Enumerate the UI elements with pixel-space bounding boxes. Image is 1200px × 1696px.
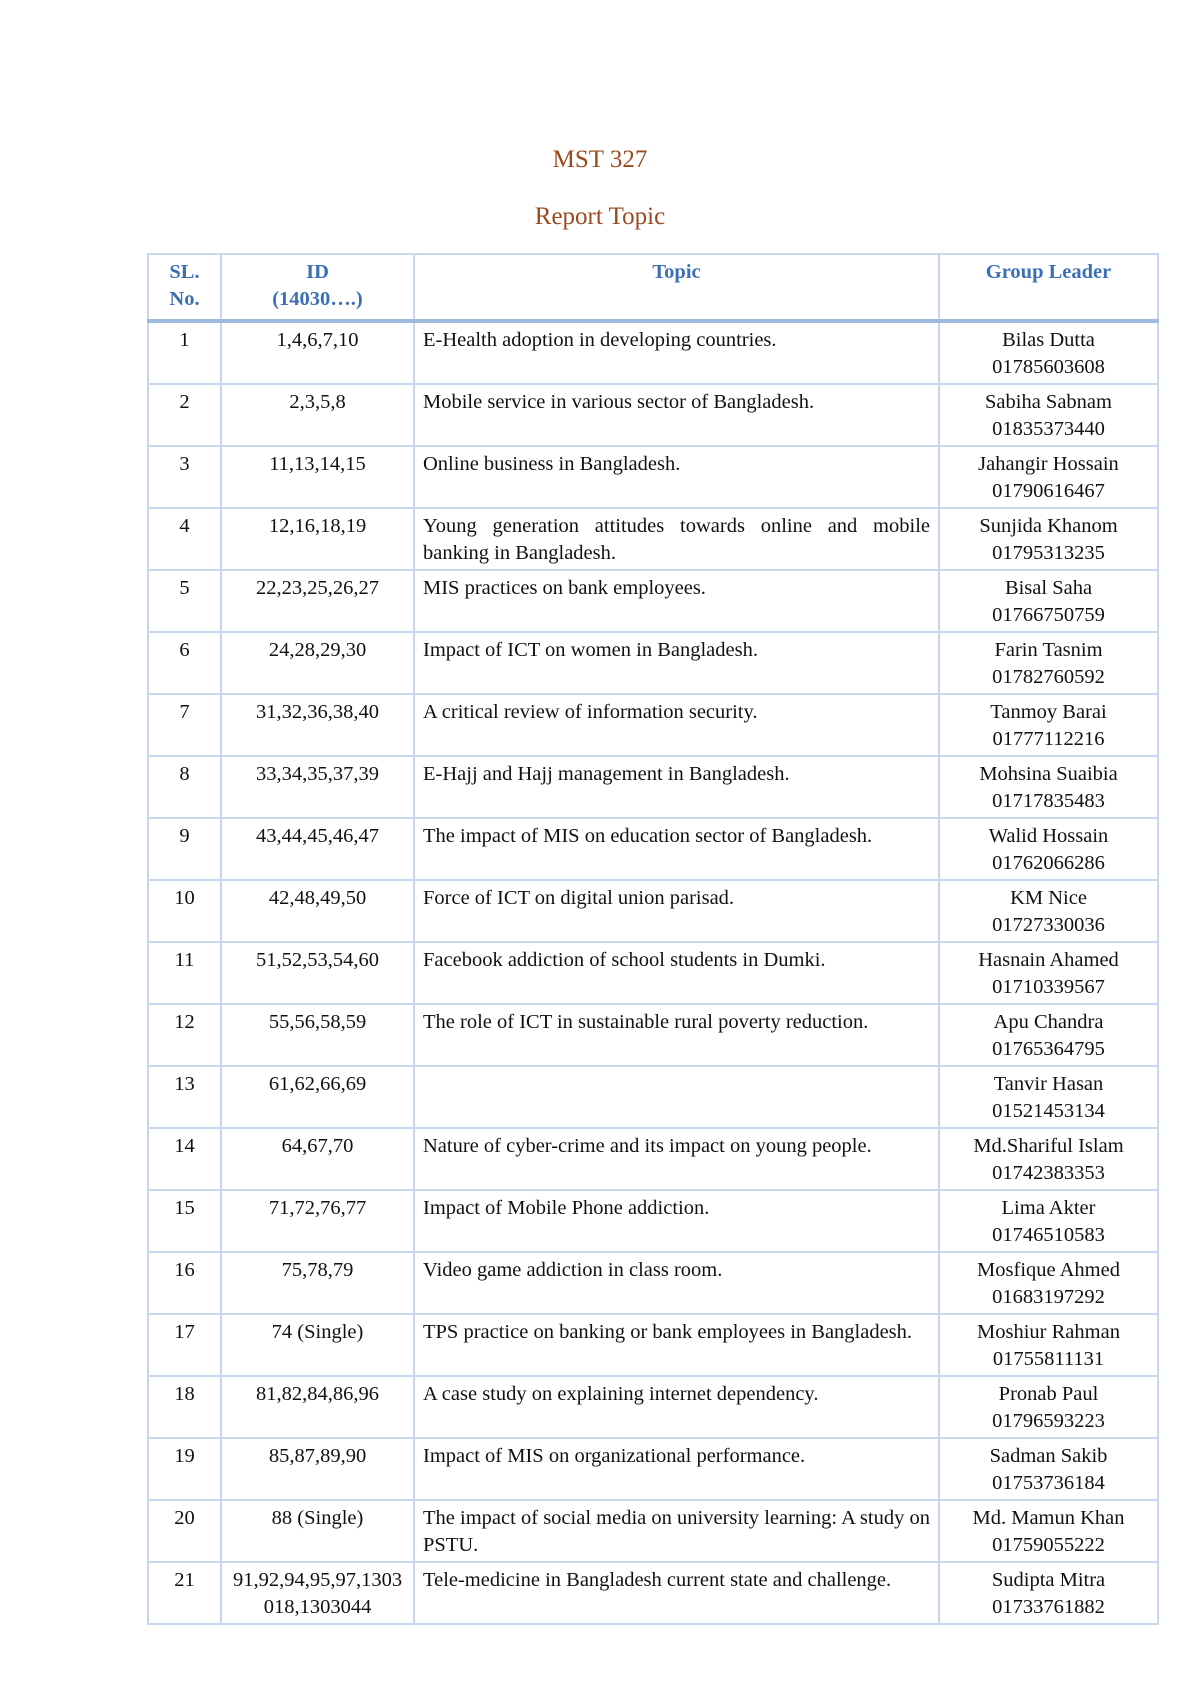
table-row	[148, 942, 1158, 1004]
row-group-leader	[939, 880, 1158, 942]
leader-name: Jahangir Hossain	[978, 453, 1119, 475]
row-group-leader	[939, 1190, 1158, 1252]
leader-phone: 01710339567	[992, 976, 1105, 998]
row-sl-number: 6	[148, 632, 221, 694]
row-topic: TPS practice on banking or bank employees in Bangladesh.	[414, 1314, 939, 1376]
row-sl-number: 5	[148, 570, 221, 632]
row-topic: Young generation attitudes towards online and mobile banking in Bangladesh.	[414, 508, 939, 570]
column-header-sl-line1: SL.	[169, 261, 200, 283]
leader-phone: 01727330036	[992, 914, 1105, 936]
row-sl-number: 13	[148, 1066, 221, 1128]
leader-phone: 01753736184	[992, 1472, 1105, 1494]
row-student-ids: 61,62,66,69	[221, 1066, 414, 1128]
row-topic: Force of ICT on digital union parisad.	[414, 880, 939, 942]
leader-name: Sunjida Khanom	[979, 515, 1118, 537]
leader-phone: 01782760592	[992, 666, 1105, 688]
row-student-ids: 43,44,45,46,47	[221, 818, 414, 880]
row-group-leader	[939, 1252, 1158, 1314]
row-group-leader	[939, 1376, 1158, 1438]
row-student-ids: 31,32,36,38,40	[221, 694, 414, 756]
table-row	[148, 1500, 1158, 1562]
table-row	[148, 694, 1158, 756]
row-sl-number: 19	[148, 1438, 221, 1500]
table-header-row	[148, 254, 1158, 321]
leader-phone: 01683197292	[992, 1286, 1105, 1308]
column-header-id-line2: (14030….)	[272, 288, 363, 310]
row-sl-number: 20	[148, 1500, 221, 1562]
table-row	[148, 1066, 1158, 1128]
leader-phone: 01790616467	[992, 480, 1105, 502]
row-student-ids: 75,78,79	[221, 1252, 414, 1314]
row-group-leader	[939, 446, 1158, 508]
page-title: Report Topic	[534, 203, 666, 230]
row-group-leader	[939, 942, 1158, 1004]
row-group-leader	[939, 632, 1158, 694]
row-group-leader	[939, 1004, 1158, 1066]
leader-name: Bisal Saha	[1004, 577, 1093, 599]
row-topic: The impact of MIS on education sector of Bangladesh.	[414, 818, 939, 880]
leader-name: Hasnain Ahamed	[978, 949, 1119, 971]
row-topic: Online business in Bangladesh.	[414, 446, 939, 508]
row-sl-number: 21	[148, 1562, 221, 1624]
leader-phone: 01759055222	[992, 1534, 1105, 1556]
table-row	[148, 321, 1158, 384]
row-student-ids: 85,87,89,90	[221, 1438, 414, 1500]
row-student-ids: 2,3,5,8	[221, 384, 414, 446]
row-group-leader	[939, 1500, 1158, 1562]
table-row	[148, 1562, 1158, 1624]
row-sl-number: 11	[148, 942, 221, 1004]
row-sl-number: 14	[148, 1128, 221, 1190]
table-row	[148, 1376, 1158, 1438]
course-code: MST 327	[552, 146, 648, 173]
row-sl-number: 15	[148, 1190, 221, 1252]
leader-name: Md.Shariful Islam	[973, 1135, 1124, 1157]
row-student-ids: 88 (Single)	[221, 1500, 414, 1562]
leader-phone: 01717835483	[992, 790, 1105, 812]
row-sl-number: 8	[148, 756, 221, 818]
row-topic	[414, 1066, 939, 1128]
row-group-leader	[939, 756, 1158, 818]
leader-name: Tanvir Hasan	[993, 1073, 1104, 1095]
leader-name: Sudipta Mitra	[991, 1569, 1106, 1591]
leader-name: Tanmoy Barai	[990, 701, 1107, 723]
leader-phone: 01765364795	[992, 1038, 1105, 1060]
row-sl-number: 17	[148, 1314, 221, 1376]
row-sl-number: 4	[148, 508, 221, 570]
table-row	[148, 384, 1158, 446]
leader-phone: 01777112216	[992, 728, 1105, 750]
row-student-ids: 81,82,84,86,96	[221, 1376, 414, 1438]
row-topic: A critical review of information security.	[414, 694, 939, 756]
row-student-ids: 1,4,6,7,10	[221, 321, 414, 384]
table-row	[148, 1004, 1158, 1066]
row-student-ids: 51,52,53,54,60	[221, 942, 414, 1004]
column-header-group-leader: Group Leader	[939, 254, 1158, 321]
row-group-leader	[939, 321, 1158, 384]
leader-name: Walid Hossain	[988, 825, 1109, 847]
leader-phone: 01742383353	[992, 1162, 1105, 1184]
table-row	[148, 632, 1158, 694]
table-row	[148, 570, 1158, 632]
table-row	[148, 1128, 1158, 1190]
table-row	[148, 1438, 1158, 1500]
row-sl-number: 3	[148, 446, 221, 508]
leader-name: Mosfique Ahmed	[977, 1259, 1120, 1281]
row-group-leader	[939, 818, 1158, 880]
table-row	[148, 508, 1158, 570]
row-topic: The impact of social media on university learning: A study on PSTU.	[414, 1500, 939, 1562]
row-topic: Mobile service in various sector of Bangladesh.	[414, 384, 939, 446]
row-topic: Impact of MIS on organizational performance.	[414, 1438, 939, 1500]
row-student-ids: 55,56,58,59	[221, 1004, 414, 1066]
row-topic: Tele-medicine in Bangladesh current state and challenge.	[414, 1562, 939, 1624]
row-topic: Impact of ICT on women in Bangladesh.	[414, 632, 939, 694]
report-topic-table	[147, 253, 1159, 1625]
row-student-ids: 71,72,76,77	[221, 1190, 414, 1252]
row-sl-number: 1	[148, 321, 221, 384]
row-group-leader	[939, 1066, 1158, 1128]
row-student-ids: 22,23,25,26,27	[221, 570, 414, 632]
leader-phone: 01755811131	[992, 1348, 1105, 1370]
row-sl-number: 12	[148, 1004, 221, 1066]
row-sl-number: 2	[148, 384, 221, 446]
row-group-leader	[939, 1314, 1158, 1376]
leader-phone: 01766750759	[992, 604, 1105, 626]
leader-phone: 01795313235	[992, 542, 1105, 564]
column-header-topic: Topic	[414, 254, 939, 321]
row-student-ids: 11,13,14,15	[221, 446, 414, 508]
table-row	[148, 818, 1158, 880]
row-topic: E-Hajj and Hajj management in Bangladesh.	[414, 756, 939, 818]
leader-name: Mohsina Suaibia	[979, 763, 1118, 785]
row-topic: Nature of cyber-crime and its impact on young people.	[414, 1128, 939, 1190]
leader-name: Moshiur Rahman	[977, 1321, 1120, 1343]
row-student-ids: 91,92,94,95,97,1303018,1303044	[221, 1562, 414, 1624]
leader-phone: 01746510583	[992, 1224, 1105, 1246]
leader-phone: 01796593223	[992, 1410, 1105, 1432]
table-row	[148, 446, 1158, 508]
leader-phone: 01733761882	[992, 1596, 1105, 1618]
table-row	[148, 756, 1158, 818]
leader-name: Sadman Sakib	[989, 1445, 1108, 1467]
leader-phone: 01762066286	[992, 852, 1105, 874]
row-topic: A case study on explaining internet dependency.	[414, 1376, 939, 1438]
leader-phone: 01835373440	[992, 418, 1105, 440]
column-header-sl	[148, 254, 221, 321]
table-row	[148, 1252, 1158, 1314]
row-group-leader	[939, 1438, 1158, 1500]
row-group-leader	[939, 1128, 1158, 1190]
row-group-leader	[939, 570, 1158, 632]
row-topic: MIS practices on bank employees.	[414, 570, 939, 632]
row-student-ids: 12,16,18,19	[221, 508, 414, 570]
row-topic: Impact of Mobile Phone addiction.	[414, 1190, 939, 1252]
row-group-leader	[939, 508, 1158, 570]
leader-name: Sabiha Sabnam	[985, 391, 1112, 413]
row-topic: The role of ICT in sustainable rural poverty reduction.	[414, 1004, 939, 1066]
leader-phone: 01521453134	[992, 1100, 1105, 1122]
row-group-leader	[939, 1562, 1158, 1624]
column-header-id	[221, 254, 414, 321]
row-student-ids: 42,48,49,50	[221, 880, 414, 942]
row-group-leader	[939, 384, 1158, 446]
row-sl-number: 18	[148, 1376, 221, 1438]
row-student-ids: 64,67,70	[221, 1128, 414, 1190]
row-sl-number: 10	[148, 880, 221, 942]
table-row	[148, 880, 1158, 942]
row-topic: Facebook addiction of school students in Dumki.	[414, 942, 939, 1004]
row-topic: E-Health adoption in developing countries.	[414, 321, 939, 384]
table-row	[148, 1314, 1158, 1376]
table-body	[148, 321, 1158, 1624]
leader-name: KM Nice	[1010, 887, 1087, 909]
row-student-ids: 33,34,35,37,39	[221, 756, 414, 818]
row-group-leader	[939, 694, 1158, 756]
row-sl-number: 7	[148, 694, 221, 756]
leader-phone: 01785603608	[992, 356, 1105, 378]
table-row	[148, 1190, 1158, 1252]
leader-name: Md. Mamun Khan	[972, 1507, 1125, 1529]
row-sl-number: 16	[148, 1252, 221, 1314]
row-student-ids: 24,28,29,30	[221, 632, 414, 694]
leader-name: Lima Akter	[1001, 1197, 1096, 1219]
leader-name: Bilas Dutta	[1002, 329, 1095, 351]
leader-name: Farin Tasnim	[994, 639, 1103, 661]
row-sl-number: 9	[148, 818, 221, 880]
leader-name: Apu Chandra	[993, 1011, 1104, 1033]
column-header-sl-line2: No.	[169, 288, 200, 310]
row-student-ids: 74 (Single)	[221, 1314, 414, 1376]
column-header-id-line1: ID	[306, 261, 329, 283]
leader-name: Pronab Paul	[998, 1383, 1099, 1405]
row-topic: Video game addiction in class room.	[414, 1252, 939, 1314]
